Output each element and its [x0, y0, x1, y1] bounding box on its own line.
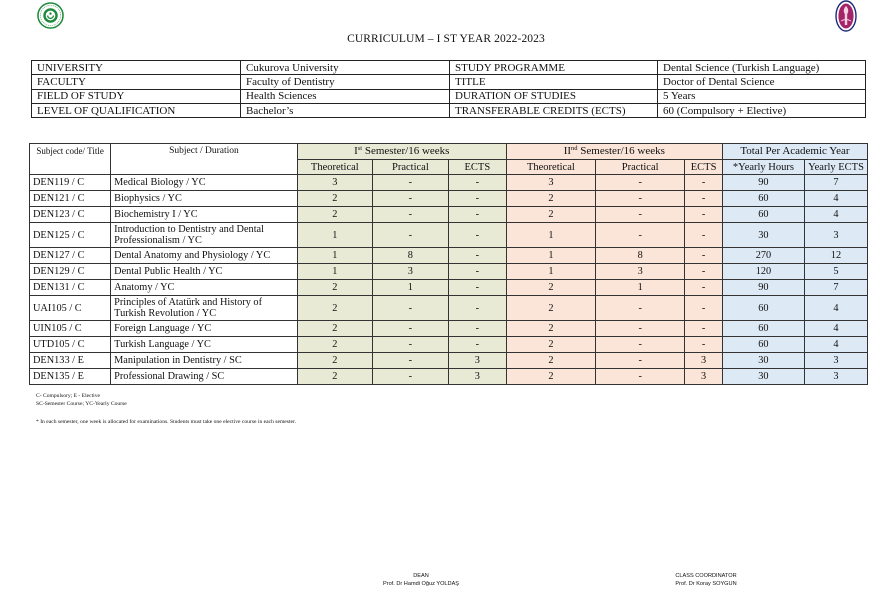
s1-practical: -	[372, 337, 448, 353]
table-row	[30, 191, 868, 207]
s2-ects: -	[685, 296, 723, 321]
subject-title: Medical Biology / YC	[111, 175, 298, 191]
s1-theoretical: 1	[297, 248, 372, 264]
s2-theoretical: 1	[506, 248, 595, 264]
s1-theoretical: 2	[297, 337, 372, 353]
info-row	[32, 75, 866, 89]
s2-theoretical: 1	[506, 223, 595, 248]
s1-theoretical: 2	[297, 207, 372, 223]
coordinator-name: Prof. Dr Koray SOYGUN	[675, 581, 737, 587]
info-value: Dental Science (Turkish Language)	[658, 61, 866, 75]
s1-practical: -	[372, 207, 448, 223]
s1-ects: -	[448, 321, 506, 337]
s1-practical: -	[372, 321, 448, 337]
yearly-ects: 5	[805, 264, 868, 280]
header-semester-2: IInd Semester/16 weeks	[506, 144, 722, 160]
yearly-ects: 4	[805, 337, 868, 353]
subject-title: Dental Anatomy and Physiology / YC	[111, 248, 298, 264]
subject-code: UAI105 / C	[30, 296, 111, 321]
s1-ects: -	[448, 264, 506, 280]
yearly-ects: 4	[805, 296, 868, 321]
subject-code: DEN135 / E	[30, 369, 111, 385]
info-value: Bachelor’s	[241, 103, 450, 117]
faculty-emblem-logo	[835, 0, 857, 32]
s2-theoretical: 2	[506, 280, 595, 296]
s2-practical: 8	[596, 248, 685, 264]
s2-theoretical: 2	[506, 369, 595, 385]
s1-practical: -	[372, 296, 448, 321]
header-s1-ects: ECTS	[448, 160, 506, 175]
s1-ects: -	[448, 337, 506, 353]
footnote: * In each semester, one week is allocated for examinations. Students must take one elective course in each semester.	[36, 419, 296, 425]
s2-ects: -	[685, 223, 723, 248]
s2-ects: -	[685, 280, 723, 296]
subject-code: DEN121 / C	[30, 191, 111, 207]
yearly-hours: 120	[722, 264, 804, 280]
s1-practical: -	[372, 175, 448, 191]
s2-practical: -	[596, 369, 685, 385]
s2-practical: -	[596, 321, 685, 337]
yearly-hours: 90	[722, 280, 804, 296]
yearly-hours: 60	[722, 321, 804, 337]
table-row	[30, 248, 868, 264]
yearly-ects: 3	[805, 369, 868, 385]
header-yearly-hours: *Yearly Hours	[722, 160, 804, 175]
table-row	[30, 321, 868, 337]
info-label: DURATION OF STUDIES	[450, 89, 658, 103]
table-row	[30, 223, 868, 248]
s2-practical: -	[596, 223, 685, 248]
s2-theoretical: 3	[506, 175, 595, 191]
dean-name: Prof. Dr Hamdi Oğuz YOLDAŞ	[382, 581, 460, 587]
s1-theoretical: 1	[297, 264, 372, 280]
s2-ects: -	[685, 207, 723, 223]
table-row	[30, 337, 868, 353]
info-value: 60 (Compulsory + Elective)	[658, 103, 866, 117]
s1-practical: -	[372, 223, 448, 248]
subject-code: UTD105 / C	[30, 337, 111, 353]
s2-practical: 3	[596, 264, 685, 280]
s1-ects: 3	[448, 353, 506, 369]
table-row	[30, 296, 868, 321]
subject-title: Anatomy / YC	[111, 280, 298, 296]
s2-practical: 1	[596, 280, 685, 296]
yearly-hours: 270	[722, 248, 804, 264]
header-yearly-ects: Yearly ECTS	[805, 160, 868, 175]
table-row	[30, 207, 868, 223]
subject-title: Turkish Language / YC	[111, 337, 298, 353]
yearly-ects: 7	[805, 280, 868, 296]
yearly-hours: 60	[722, 296, 804, 321]
header-total-year: Total Per Academic Year	[722, 144, 867, 160]
table-row	[30, 353, 868, 369]
s1-practical: -	[372, 191, 448, 207]
dean-signature	[360, 572, 482, 588]
header-s2-practical: Practical	[596, 160, 685, 175]
info-label: TITLE	[450, 75, 658, 89]
s2-ects: -	[685, 337, 723, 353]
info-label: TRANSFERABLE CREDITS (ECTS)	[450, 103, 658, 117]
s2-theoretical: 2	[506, 207, 595, 223]
s2-practical: -	[596, 337, 685, 353]
subject-code: DEN119 / C	[30, 175, 111, 191]
s2-ects: 3	[685, 369, 723, 385]
header-s1-theoretical: Theoretical	[297, 160, 372, 175]
subject-code: UIN105 / C	[30, 321, 111, 337]
s2-ects: -	[685, 175, 723, 191]
info-value: Doctor of Dental Science	[658, 75, 866, 89]
s1-theoretical: 2	[297, 321, 372, 337]
info-row	[32, 61, 866, 75]
s1-ects: -	[448, 175, 506, 191]
header-s1-practical: Practical	[372, 160, 448, 175]
yearly-ects: 4	[805, 207, 868, 223]
subject-title: Principles of Atatürk and History of Turkish Revolution / YC	[111, 296, 298, 321]
subject-title: Manipulation in Dentistry / SC	[111, 353, 298, 369]
coordinator-title: CLASS COORDINATOR	[675, 573, 737, 579]
info-label: LEVEL OF QUALIFICATION	[32, 103, 241, 117]
yearly-hours: 60	[722, 191, 804, 207]
info-label: UNIVERSITY	[32, 61, 241, 75]
s2-practical: -	[596, 191, 685, 207]
s1-theoretical: 2	[297, 280, 372, 296]
yearly-ects: 4	[805, 191, 868, 207]
table-row	[30, 264, 868, 280]
yearly-hours: 30	[722, 223, 804, 248]
subject-code: DEN127 / C	[30, 248, 111, 264]
s2-theoretical: 2	[506, 296, 595, 321]
s1-theoretical: 2	[297, 353, 372, 369]
yearly-hours: 90	[722, 175, 804, 191]
s2-ects: 3	[685, 353, 723, 369]
info-label: FIELD OF STUDY	[32, 89, 241, 103]
info-label: STUDY PROGRAMME	[450, 61, 658, 75]
s2-practical: -	[596, 353, 685, 369]
subject-title: Dental Public Health / YC	[111, 264, 298, 280]
table-row	[30, 280, 868, 296]
subject-title: Foreign Language / YC	[111, 321, 298, 337]
info-label: FACULTY	[32, 75, 241, 89]
s1-practical: 1	[372, 280, 448, 296]
subject-code: DEN129 / C	[30, 264, 111, 280]
s1-ects: -	[448, 191, 506, 207]
s1-ects: -	[448, 296, 506, 321]
page-title: CURRICULUM – I ST YEAR 2022-2023	[347, 33, 545, 45]
s1-theoretical: 2	[297, 296, 372, 321]
s1-ects: -	[448, 223, 506, 248]
legend-notes	[36, 393, 127, 408]
subject-title: Professional Drawing / SC	[111, 369, 298, 385]
yearly-ects: 3	[805, 353, 868, 369]
header-subject-code: Subject code/ Title	[30, 144, 111, 175]
yearly-ects: 7	[805, 175, 868, 191]
s1-theoretical: 2	[297, 191, 372, 207]
subject-code: DEN123 / C	[30, 207, 111, 223]
s1-practical: -	[372, 353, 448, 369]
s1-practical: 8	[372, 248, 448, 264]
s2-practical: -	[596, 296, 685, 321]
s2-practical: -	[596, 175, 685, 191]
s2-theoretical: 2	[506, 321, 595, 337]
s1-practical: 3	[372, 264, 448, 280]
subject-title: Biophysics / YC	[111, 191, 298, 207]
program-info-table	[31, 60, 866, 118]
coordinator-signature	[651, 572, 761, 588]
s2-ects: -	[685, 264, 723, 280]
yearly-ects: 12	[805, 248, 868, 264]
header-s2-ects: ECTS	[685, 160, 723, 175]
yearly-hours: 30	[722, 369, 804, 385]
info-row	[32, 103, 866, 117]
yearly-ects: 3	[805, 223, 868, 248]
table-row	[30, 369, 868, 385]
legend-course-type: C- Compulsory; E - Elective	[36, 393, 101, 399]
info-row	[32, 89, 866, 103]
s1-ects: 3	[448, 369, 506, 385]
s1-ects: -	[448, 248, 506, 264]
s1-theoretical: 3	[297, 175, 372, 191]
s1-theoretical: 1	[297, 223, 372, 248]
university-seal-logo	[37, 2, 64, 29]
info-value: 5 Years	[658, 89, 866, 103]
s2-ects: -	[685, 191, 723, 207]
subject-code: DEN131 / C	[30, 280, 111, 296]
curriculum-table	[29, 143, 868, 385]
header-s2-theoretical: Theoretical	[506, 160, 595, 175]
s2-practical: -	[596, 207, 685, 223]
s2-theoretical: 2	[506, 353, 595, 369]
info-value: Faculty of Dentistry	[241, 75, 450, 89]
dean-title: DEAN	[413, 573, 429, 579]
table-row	[30, 175, 868, 191]
subject-code: DEN125 / C	[30, 223, 111, 248]
s2-theoretical: 2	[506, 191, 595, 207]
legend-course-duration: SC-Semester Course; YC-Yearly Course	[36, 400, 127, 407]
subject-code: DEN133 / E	[30, 353, 111, 369]
yearly-ects: 4	[805, 321, 868, 337]
s2-ects: -	[685, 321, 723, 337]
header-subject-duration: Subject / Duration	[111, 144, 298, 175]
s2-theoretical: 2	[506, 337, 595, 353]
info-value: Cukurova University	[241, 61, 450, 75]
yearly-hours: 60	[722, 207, 804, 223]
header-semester-1: Ist Semester/16 weeks	[297, 144, 506, 160]
s2-ects: -	[685, 248, 723, 264]
s1-theoretical: 2	[297, 369, 372, 385]
info-value: Health Sciences	[241, 89, 450, 103]
subject-title: Introduction to Dentistry and Dental Professionalism / YC	[111, 223, 298, 248]
s1-ects: -	[448, 280, 506, 296]
yearly-hours: 30	[722, 353, 804, 369]
yearly-hours: 60	[722, 337, 804, 353]
s1-ects: -	[448, 207, 506, 223]
s2-theoretical: 1	[506, 264, 595, 280]
s1-practical: -	[372, 369, 448, 385]
subject-title: Biochemistry I / YC	[111, 207, 298, 223]
